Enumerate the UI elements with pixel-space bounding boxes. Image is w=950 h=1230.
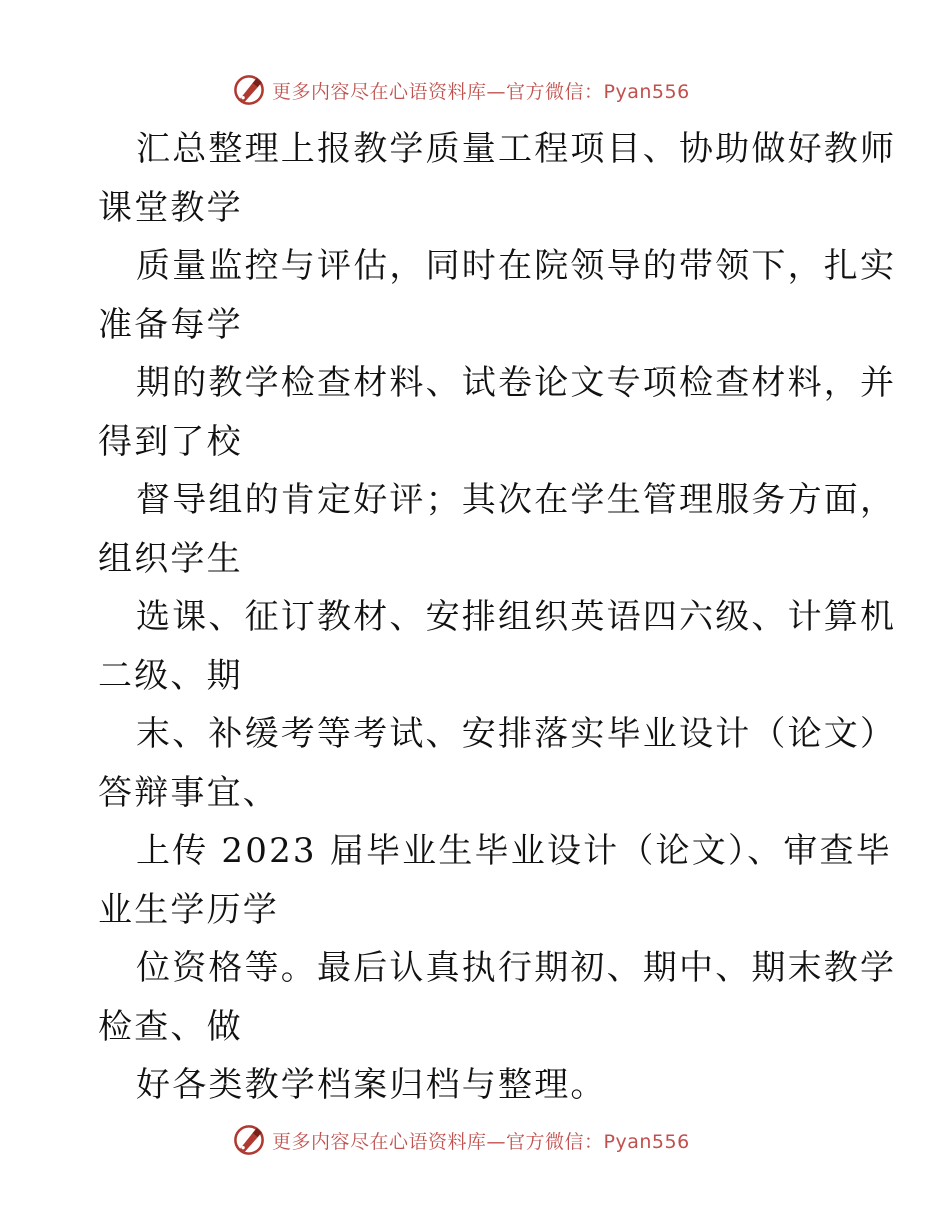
text-line: 二级、期 [98,655,243,696]
pen-logo-icon [232,1123,266,1157]
text-line: 得到了校 [98,421,243,462]
text-line: 期的教学检查材料、试卷论文专项检查材料，并 [136,363,897,403]
text-line: 好各类教学档案归档与整理。 [136,1065,607,1105]
watermark-text: 更多内容尽在心语资料库—官方微信：Pyan556 [272,80,690,103]
pen-logo-icon [232,73,266,107]
header-watermark [232,70,690,110]
text-line: 选课、征订教材、安排组织英语四六级、计算机 [136,597,897,637]
text-line: 答辩事宜、 [98,772,279,813]
text-line: 准备每学 [98,304,243,345]
text-line: 业生学历学 [98,889,279,930]
text-line: 课堂教学 [98,187,243,228]
body-paragraph [98,120,897,1115]
text-line: 末、补缓考等考试、安排落实毕业设计（论文） [136,714,897,754]
watermark-text: 更多内容尽在心语资料库—官方微信：Pyan556 [272,1130,690,1153]
text-line: 质量监控与评估，同时在院领导的带领下，扎实 [136,246,897,286]
text-line: 检查、做 [98,1006,243,1047]
text-line: 汇总整理上报教学质量工程项目、协助做好教师 [136,129,897,169]
footer-watermark [232,1120,690,1160]
text-line: 上传 2023 届毕业生毕业设计（论文）、审查毕 [136,831,892,871]
text-line: 位资格等。最后认真执行期初、期中、期末教学 [136,948,897,988]
text-line: 组织学生 [98,538,243,579]
text-line: 督导组的肯定好评；其次在学生管理服务方面， [136,480,897,520]
